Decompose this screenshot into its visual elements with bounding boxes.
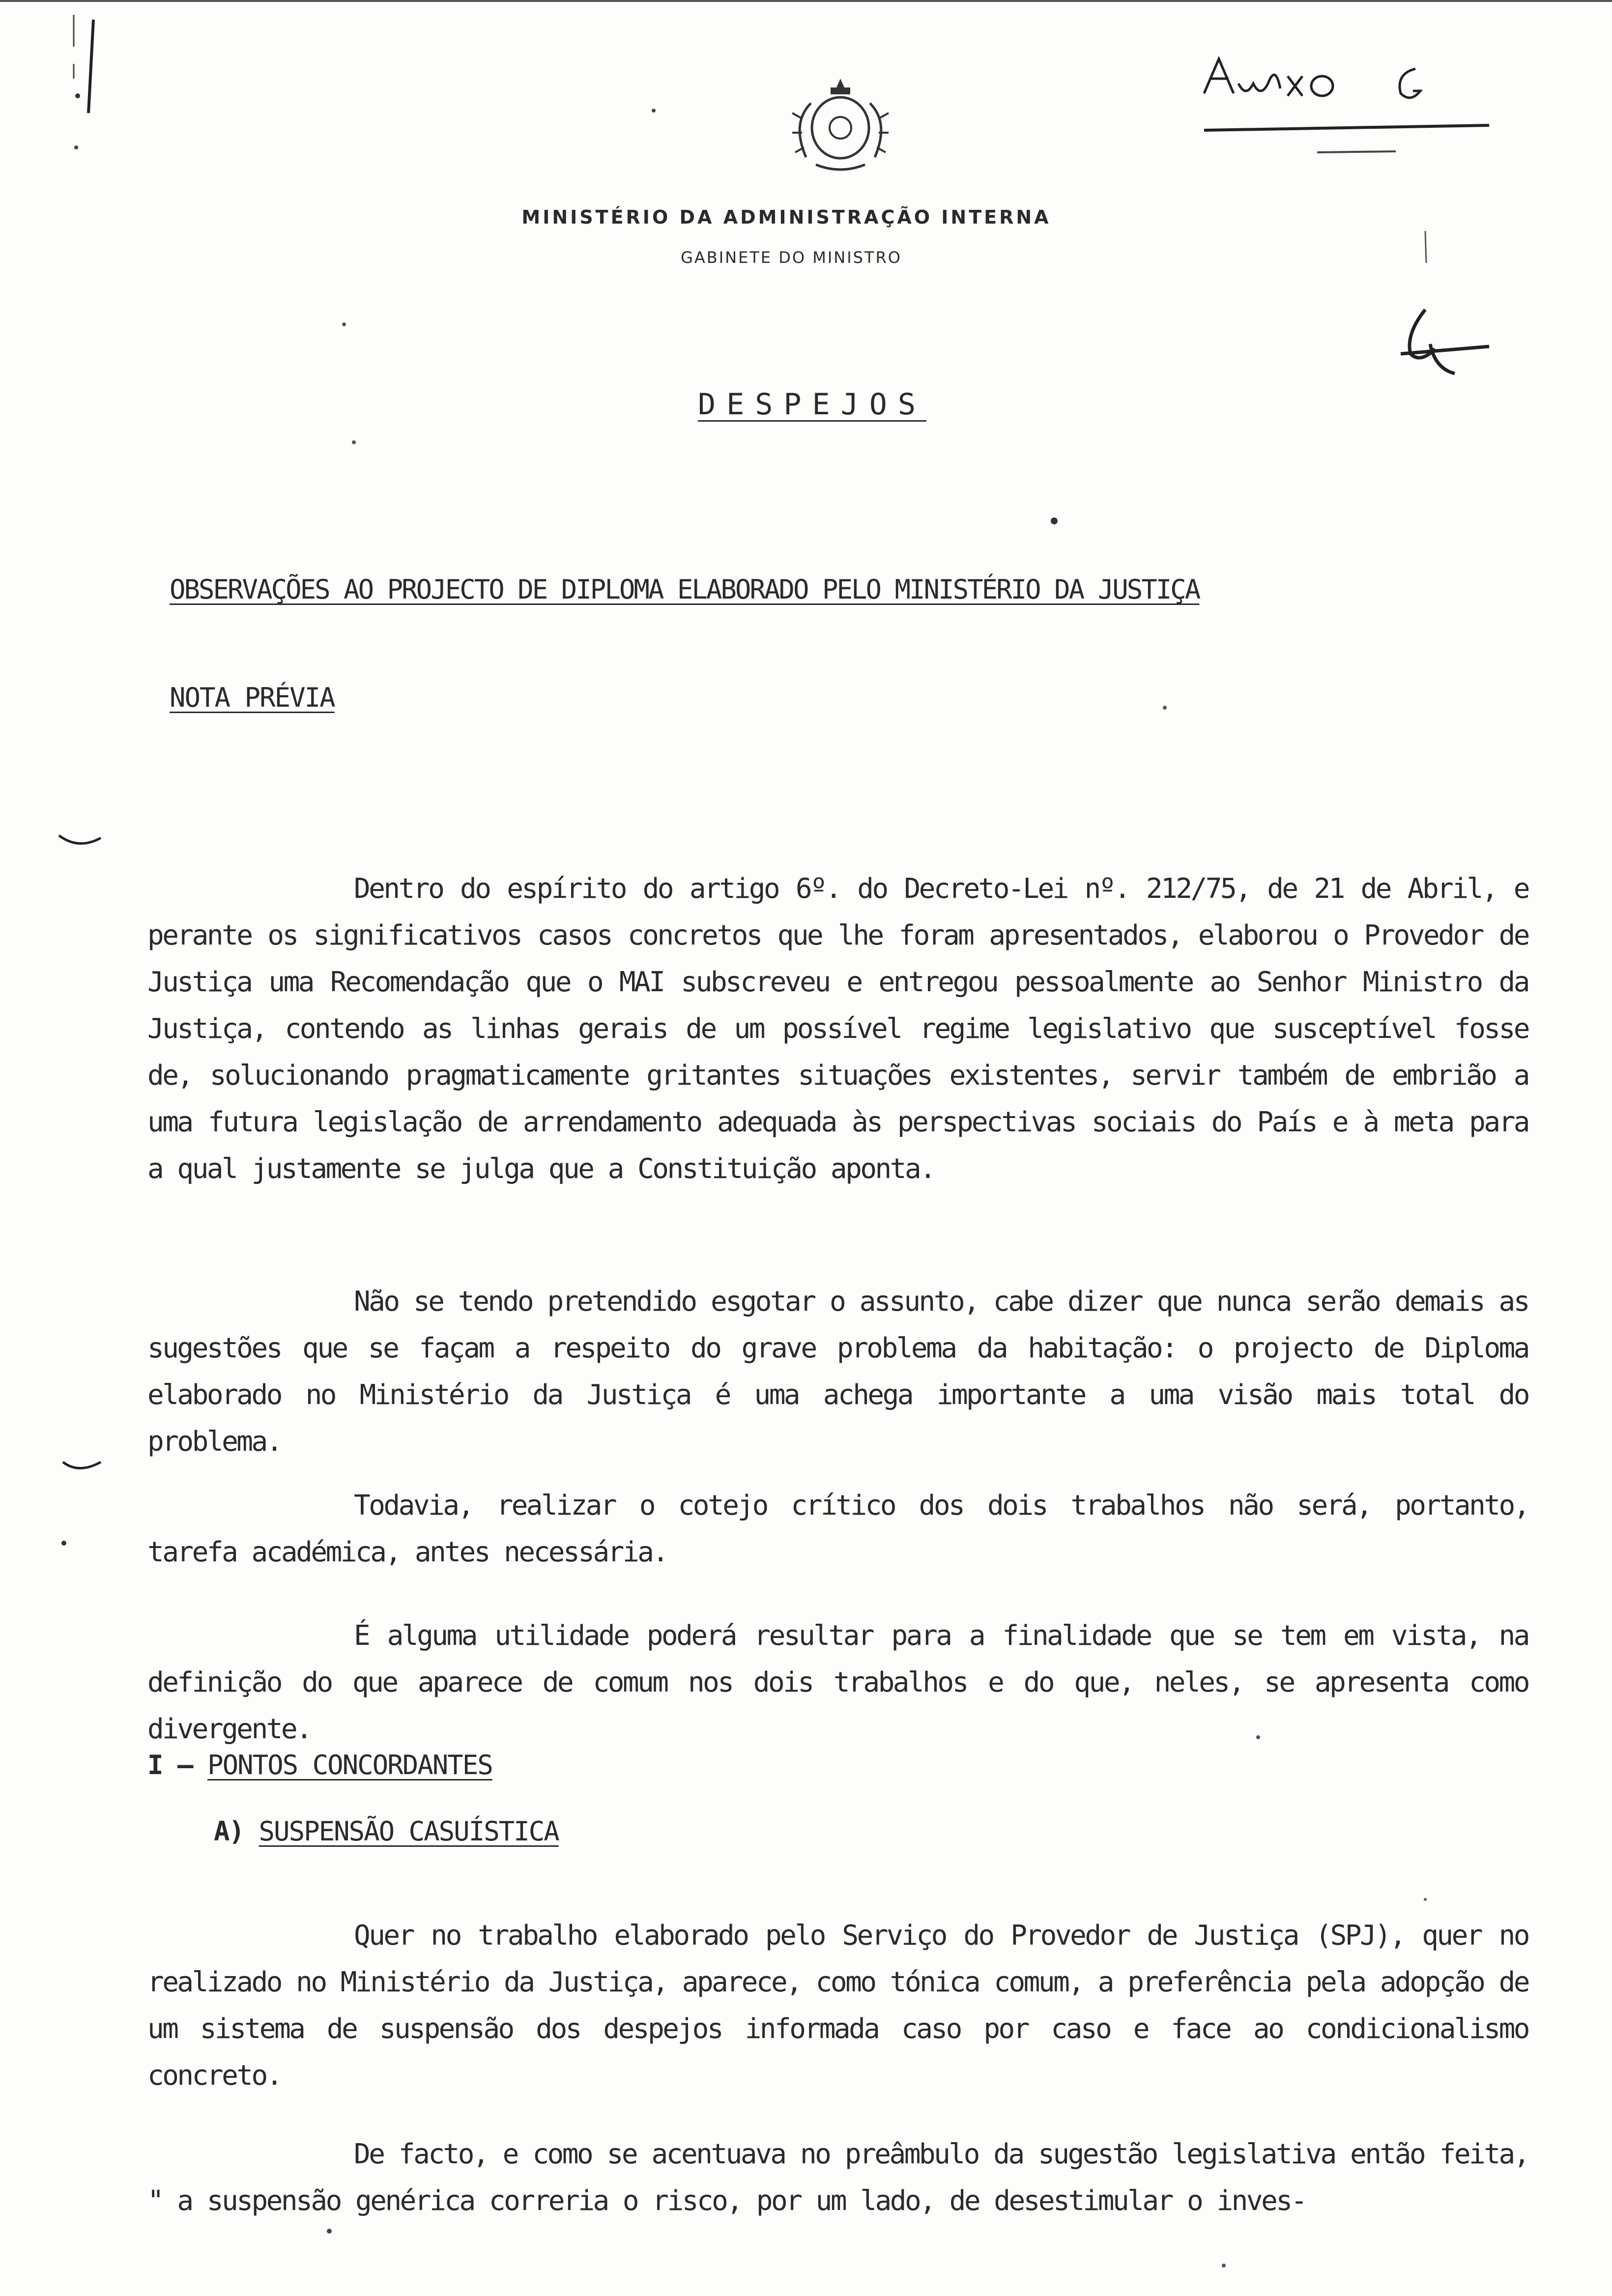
ministry-name: MINISTÉRIO DA ADMINISTRAÇÃO INTERNA bbox=[521, 206, 1051, 228]
cabinet-name: GABINETE DO MINISTRO bbox=[681, 248, 902, 267]
section-number: I – bbox=[147, 1750, 193, 1780]
paragraph-6: De facto, e como se acentuava no preâmbulo da sugestão legislativa então feita, " a suspensão genérica correria o risco, por um lado, de desestimular o inves- bbox=[147, 2138, 1528, 2217]
paragraph-3: Todavia, realizar o cotejo crítico dos dois trabalhos não será, portanto, tarefa académica, antes necessária. bbox=[147, 1490, 1528, 1568]
section-heading-pontos-concordantes bbox=[147, 1750, 492, 1780]
nota-previa-heading: NOTA PRÉVIA bbox=[170, 682, 335, 713]
paragraph-4: É alguma utilidade poderá resultar para a finalidade que se tem em vista, na definição do que aparece de comum nos dois trabalhos e do que, neles, se apresenta como divergente. bbox=[147, 1620, 1528, 1745]
observations-heading: OBSERVAÇÕES AO PROJECTO DE DIPLOMA ELABORADO PELO MINISTÉRIO DA JUSTIÇA bbox=[170, 574, 1200, 605]
paragraph-2: Não se tendo pretendido esgotar o assunto, cabe dizer que nunca serão demais as sugestões que se façam a respeito do grave problema da habitação: o projecto de Diploma elaborado no Ministério da Justiça é uma achega importante a uma visão mais total do problema. bbox=[147, 1286, 1528, 1458]
subsection-heading-suspensao bbox=[214, 1816, 559, 1847]
subsection-number: A) bbox=[214, 1816, 244, 1847]
subsection-label: SUSPENSÃO CASUÍSTICA bbox=[259, 1816, 559, 1847]
section-label: PONTOS CONCORDANTES bbox=[207, 1750, 492, 1780]
top-border-line bbox=[0, 0, 1612, 2]
paragraph-1: Dentro do espírito do artigo 6º. do Decreto-Lei nº. 212/75, de 21 de Abril, e perante os significativos casos concretos que lhe foram apresentados, elaborou o Provedor de Justiça uma Recomendação que o MAI subscreveu e entregou pessoalmente ao Senhor Ministro da Justiça, contendo as linhas gerais de um possível regime legislativo que susceptível fosse de, solucionando pragmaticamente gritantes situações existentes, servir também de embrião a uma futura legislação de arrendamento adequada às perspectivas sociais do País e à meta para a qual justamente se julga que a Constituição aponta. bbox=[147, 873, 1528, 1185]
handwritten-initial bbox=[1391, 300, 1499, 383]
coat-of-arms-icon bbox=[772, 74, 909, 177]
paragraph-5: Quer no trabalho elaborado pelo Serviço do Provedor de Justiça (SPJ), quer no realizado no Ministério da Justiça, aparece, como tónica comum, a preferência pela adopção de um sistema de suspensão dos despejos informada caso por caso e face ao condicionalismo concreto. bbox=[147, 1920, 1528, 2092]
handwritten-annex-note bbox=[1199, 49, 1504, 167]
document-title: DESPEJOS bbox=[698, 387, 926, 422]
